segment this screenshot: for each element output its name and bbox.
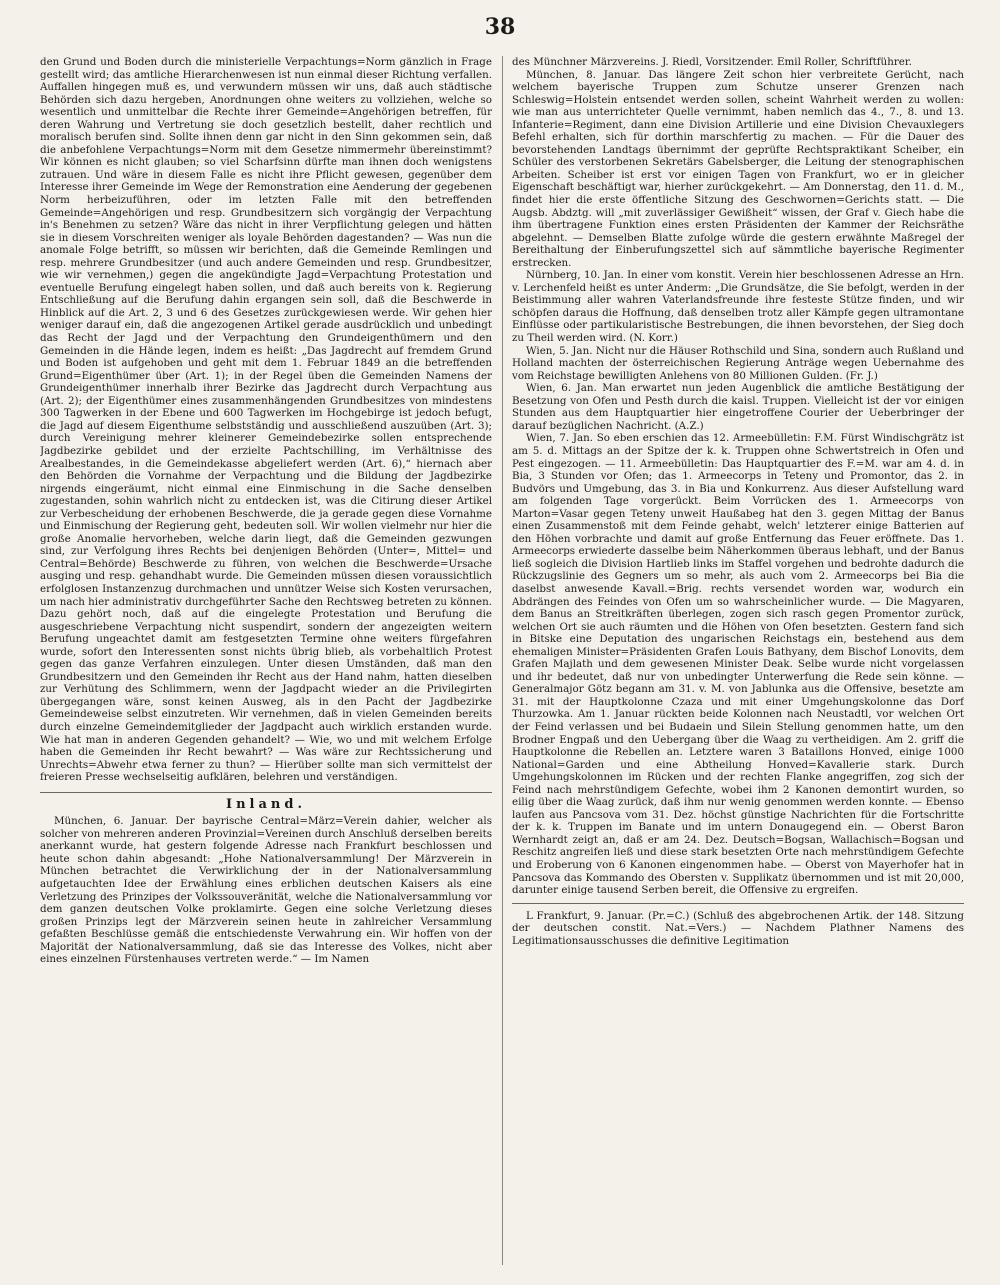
article-paragraph: L Frankfurt, 9. Januar. (Pr.=C.) (Schluß des abgebrochenen Artik. der 148. Sitzung der deutschen constit. Nat.=Vers.) — Nachdem Plathner Namens des Legitimationsausschusses die definitive Legitimation xyxy=(512,909,964,947)
article-divider xyxy=(512,903,964,904)
right-column xyxy=(512,56,964,1265)
column-divider xyxy=(502,56,503,1265)
article-paragraph: des Münchner Märzvereins. J. Riedl, Vorsitzender. Emil Roller, Schriftführer. xyxy=(512,56,912,68)
article-paragraph: Wien, 6. Jan. Man erwartet nun jeden Augenblick die amtliche Bestätigung der Besetzung von Ofen und Pesth durch die kaisl. Truppen. Vielleicht ist der vor einigen Stunden aus dem Hauptquartier hier eingetroffene Courier der Ueberbringer der darauf bezüglichen Nachricht. (A.Z.) xyxy=(512,382,964,432)
article-paragraph: Nürnberg, 10. Jan. In einer vom konstit. Verein hier beschlossenen Adresse an Hrn. v. Lerchenfeld heißt es unter Anderm: „Die Grundsätze, die Sie befolgt, werden in der Beistimmung aller wahren Vaterlandsfreunde ihre festeste Stütze finden, und wir schöpfen daraus die Hoffnung, daß denselben trotz aller Kämpfe gegen ultramontane Einflüsse oder partikularistische Bestrebungen, die ihnen bevorstehen, der Sieg doch zu Theil werden wird. (N. Korr.) xyxy=(512,269,964,345)
article-paragraph: München, 8. Januar. Das längere Zeit schon hier verbreitete Gerücht, nach welchem bayerische Truppen zum Schutze unserer Grenzen nach Schleswig=Holstein entsendet werden sollen, scheint Wahrheit werden zu wollen: wie man aus unterrichteter Quelle vernimmt, haben nemlich das 4., 7., 8. und 13. Infanterie=Regiment, dann eine Division Artillerie und eine Division Chevauxlegers Befehl erhalten, sich für dorthin marschfertig zu machen. — Für die Dauer des bevorstehenden Landtags übernimmt der geprüfte Rechtspraktikant Scheiber, ein Schüler des verstorbenen Sekretärs Gabelsberger, die Leitung der stenographischen Arbeiten. Scheiber ist erst vor einigen Tagen von Frankfurt, wo er in gleicher Eigenschaft beschäftigt war, hierher zurückgekehrt. — Am Donnerstag, den 11. d. M., findet hier die erste öffentliche Sitzung des Geschwornen=Gerichts statt. — Die Augsb. Abdztg. will „mit zuverlässiger Gewißheit“ wissen, der Graf v. Giech habe die ihm übertragene Funktion eines ersten Präsidenten der Kammer der Reichsräthe abgelehnt. — Demselben Blatte zufolge würde die gestern erwähnte Maßregel der Bereithaltung der Einberufungszettel sich auf sämmtliche bayerische Regimenter erstrecken. xyxy=(512,68,964,269)
article-paragraph: den Grund und Boden durch die ministerielle Verpachtungs=Norm gänzlich in Frage gestellt wird; das amtliche Hierarchenwesen ist nun einmal dieser Richtung verfallen. Auffallen hingegen muß es, und verwundern müssen wir uns, daß auch städtische Behörden sich dazu hergeben, Anordnungen ohne weiters zu vollziehen, welche so wesentlich und unmittelbar die Rechte ihrer Gemeinde=Angehörigen betreffen, für deren Wahrung und Vertretung sie doch gesetzlich bestellt, daher rechtlich und moralisch berufen sind. Sollte ihnen denn gar nicht in den Sinn gekommen sein, daß die anbefohlene Verpachtungs=Norm mit dem Gesetze nimmermehr übereinstimmt? Wir können es nicht glauben; so viel Scharfsinn dürfte man ihnen doch wenigstens zutrauen. Und wäre in diesem Falle es nicht ihre Pflicht gewesen, gegenüber dem Interesse ihrer Gemeinde im Wege der Remonstration eine Aenderung der gegebenen Norm herbeizuführen, oder im letzten Falle mit den betreffenden Gemeinde=Angehörigen und resp. Grundbesitzern sich vorgängig der Verpachtung in's Benehmen zu setzen? Wäre das nicht in ihrer Verpflichtung gelegen und hätten sie in diesem Vorschreiten weniger als loyale Behörden dagestanden? — Was nun die anomale Folge betrifft, so müssen wir berichten, daß die Gemeinde Remlingen und resp. mehrere Grundbesitzer (und auch andere Gemeinden und resp. Grundbesitzer, wie wir vernehmen,) gegen die angekündigte Jagd=Verpachtung Protestation und eventuelle Berufung eingelegt haben sollen, und daß auch bereits von k. Regierung Entschließung auf die Berufung dahin ergangen sein soll, daß die Beschwerde in Hinblick auf die Art. 2, 3 und 6 des Gesetzes zurückgewiesen werde. Wir gehen hier weniger darauf ein, daß die angezogenen Artikel gerade ausdrücklich und unbedingt das Recht der Jagd und der Verpachtung den Grundeigenthümern und den Gemeinden in die Hände legen, indem es heißt: „Das Jagdrecht auf fremdem Grund und Boden ist aufgehoben und geht mit dem 1. Februar 1849 an die betreffenden Grund=Eigenthümer über (Art. 1); in der Regel üben die Gemeinden Namens der Grundeigenthümer innerhalb ihrer Bezirke das Jagdrecht durch Verpachtung aus (Art. 2); der Eigenthümer eines zusammenhängenden Grundbesitzes von mindestens 300 Tagwerken in der Ebene und 600 Tagwerken im Hochgebirge ist jedoch befugt, die Jagd auf diesem Eigenthume selbstständig und ausschließend auszuüben (Art. 3); durch Vereinigung mehrer kleinerer Gemeindebezirke sollen entsprechende Jagdbezirke gebildet und der erzielte Pachtschilling, im Verhältnisse des Arealbestandes, in die Gemeindekasse abgeliefert werden (Art. 6),“ hiernach aber den Behörden die Vornahme der Verpachtung und die Bildung der Jagdbezirke nirgends eingeräumt, nicht einmal eine Einmischung in die Sache denselben zugestanden, sohin wahrlich nicht zu entdecken ist, was die Citirung dieser Artikel zur Verbescheidung der erhobenen Beschwerde, die ja gerade gegen diese Vornahme und Einmischung der Regierung geht, bedeuten soll. Wir wollen vielmehr nur hier die große Anomalie hervorheben, welche darin liegt, daß die Gemeinden gezwungen sind, zur Verfolgung ihres Rechts bei denjenigen Behörden (Unter=, Mittel= und Central=Behörde) Beschwerde zu führen, von welchen die Beschwerde=Ursache ausging und resp. gehandhabt wurde. Die Gemeinden müssen diesen voraussichtlich erfolglosen Instanzenzug durchmachen und unnützer Weise sich Kosten verursachen, um nach hier administrativ durchgeführter Sache den Rechtsweg betreten zu können. Dazu gehört noch, daß auf die eingelegte Protestation und Berufung die ausgeschriebene Verpachtung nicht suspendirt, sondern der angezeigten weitern Berufung ungeachtet damit am festgesetzten Termine ohne weiters fürgefahren wurde, sofort den Interessenten sonst nichts übrig blieb, als vorbehaltlich Protest gegen das ganze Verfahren einzulegen. Unter diesen Umständen, daß man den Grundbesitzern und den Gemeinden ihr Recht aus der Hand nahm, hatten dieselben zur Verhütung des Schlimmern, wenn der Jagdpacht wieder an die Privilegirten übergegangen wäre, sonst keinen Ausweg, als in den Pacht der Jagdbezirke Gemeindeweise selbst einzutreten. Wir vernehmen, daß in vielen Gemeinden bereits durch einzelne Gemeindemitglieder der Jagdpacht auch wirklich erstanden wurde. Wie hat man in anderen Gegenden gehandelt? — Wie, wo und mit welchem Erfolge haben die Gemeinden ihr Recht bewahrt? — Was wäre zur Rechtssicherung und Unrechts=Abwehr etwa ferner zu thun? — Hierüber sollte man sich vermittelst der freieren Presse wechselseitig aufklären, belehren und verständigen. xyxy=(40,56,492,784)
section-heading-inland: Inland. xyxy=(40,792,492,812)
text-columns xyxy=(40,56,964,1265)
article-paragraph: München, 6. Januar. Der bayrische Central=März=Verein dahier, welcher als solcher von mehreren anderen Provinzial=Vereinen durch Anschluß derselben bereits anerkannt wurde, hat gestern folgende Adresse nach Frankfurt beschlossen und heute schon dahin abgesandt: „Hohe Nationalversammlung! Der Märzverein in München betrachtet die Verwirklichung der in der Nationalversammlung aufgetauchten Idee der Erwählung eines erblichen deutschen Kaisers als eine Verletzung des Prinzipes der Volkssouveränität, welche die Nationalversammlung vor dem ganzen deutschen Volke proklamirte. Gegen eine solche Verletzung dieses großen Prinzips legt der Märzverein seinen heute in zahlreicher Versammlung gefaßten Beschlüsse gemäß die entschiedenste Verwahrung ein. Wir hoffen von der Majorität der Nationalversammlung, daß sie das Interesse des Volkes, nicht aber eines einzelnen Fürstenhauses vertreten werde.“ — Im Namen xyxy=(40,815,492,966)
page-number: 38 xyxy=(484,14,516,40)
article-paragraph: Wien, 5. Jan. Nicht nur die Häuser Rothschild und Sina, sondern auch Rußland und Holland machten der österreichischen Regierung Anträge wegen Uebernahme des vom Reichstage bewilligten Anlehens von 80 Millionen Gulden. (Fr. J.) xyxy=(512,344,964,382)
article-paragraph: Wien, 7. Jan. So eben erschien das 12. Armeebülletin: F.M. Fürst Windischgrätz ist am 5. d. Mittags an der Spitze der k. k. Truppen ohne Schwertstreich in Ofen und Pest eingezogen. — 11. Armeebülletin: Das Hauptquartier des F.=M. war am 4. d. in Bia, 3 Stunden vor Ofen; das 1. Armeecorps in Teteny und Promontor, das 2. in Budvörs und Umgebung, das 3. in Bia und Konkurrenz. Aus dieser Aufstellung ward am folgenden Tage vorgerückt. Beim Vorrücken des 1. Armeecorps von Marton=Vasar gegen Teteny unweit Haußabeg hat den 3. gegen Mittag der Banus einen Zusammenstoß mit dem Feinde gehabt, welch' letzterer einige Batterien auf den Höhen vorbrachte und damit auf große Entfernung das Feuer eröffnete. Das 1. Armeecorps erwiederte dasselbe beim Näherkommen überaus lebhaft, und der Banus ließ sogleich die Division Hartlieb links im Staffel vorgehen und bedrohte dadurch die Rückzugslinie des Gegners um so mehr, als auch vom 2. Armeecorps bei Bia die daselbst anwesende Kavall.=Brig. rechts versendet worden war, wodurch ein Abdrängen des Feindes von Ofen um so wahrscheinlicher wurde. — Die Magyaren, dem Banus an Streitkräften überlegen, zogen sich rasch gegen Promentor zurück, welchen Ort sie auch räumten und die Höhen von Ofen besetzten. Gestern fand sich in Bitske eine Deputation des ungarischen Reichstags ein, bestehend aus dem ehemaligen Minister=Präsidenten Grafen Louis Bathyany, dem Bischof Lonovits, dem Grafen Majlath und dem gewesenen Minister Deak. Selbe wurde nicht vorgelassen und ihr bedeutet, daß nur von unbedingter Unterwerfung die Rede sein könne. — Generalmajor Götz begann am 31. v. M. von Jablunka aus die Offensive, besetzte am 31. mit der Hauptkolonne Czaza und mit einer Umgehungskolonne das Dorf Thurzowka. Am 1. Januar rückten beide Kolonnen nach Neustadtl, vor welchen Ort der Feind verlassen und bei Budaein und Silein Stellung genommen hatte, um den Brodner Engpaß und den Uebergang über die Waag zu vertheidigen. Am 2. griff die Hauptkolonne die Rebellen an. Letztere waren 3 Bataillons Honved, einige 1000 National=Garden und eine Abtheilung Honved=Kavallerie stark. Durch Umgehungskolonnen im Rücken und der rechten Flanke angegriffen, zog sich der Feind nach mehrstündigem Gefechte, wobei ihm 2 Kanonen demontirt wurden, so eilig über die Waag zurück, daß ihm nur wenig genommen werden konnte. — Ebenso laufen aus Pancsova vom 31. Dez. höchst günstige Nachrichten für die Fortschritte der k. k. Truppen im Banate und im untern Donaugegend ein. — Oberst Baron Wernhardt zeigt an, daß er am 24. Dez. Deutsch=Bogsan, Wallachisch=Bogsan und Reschitz angreifen ließ und diese stark besetzten Orte nach mehrstündigem Gefechte und Eroberung von 6 Kanonen eingenommen habe. — Oberst von Mayerhofer hat in Pancsova das Kommando des Obersten v. Supplikatz übernommen und ist mit 20,000, darunter einige tausend Serben bereit, die Offensive zu ergreifen. xyxy=(512,432,964,897)
left-column xyxy=(40,56,492,1265)
